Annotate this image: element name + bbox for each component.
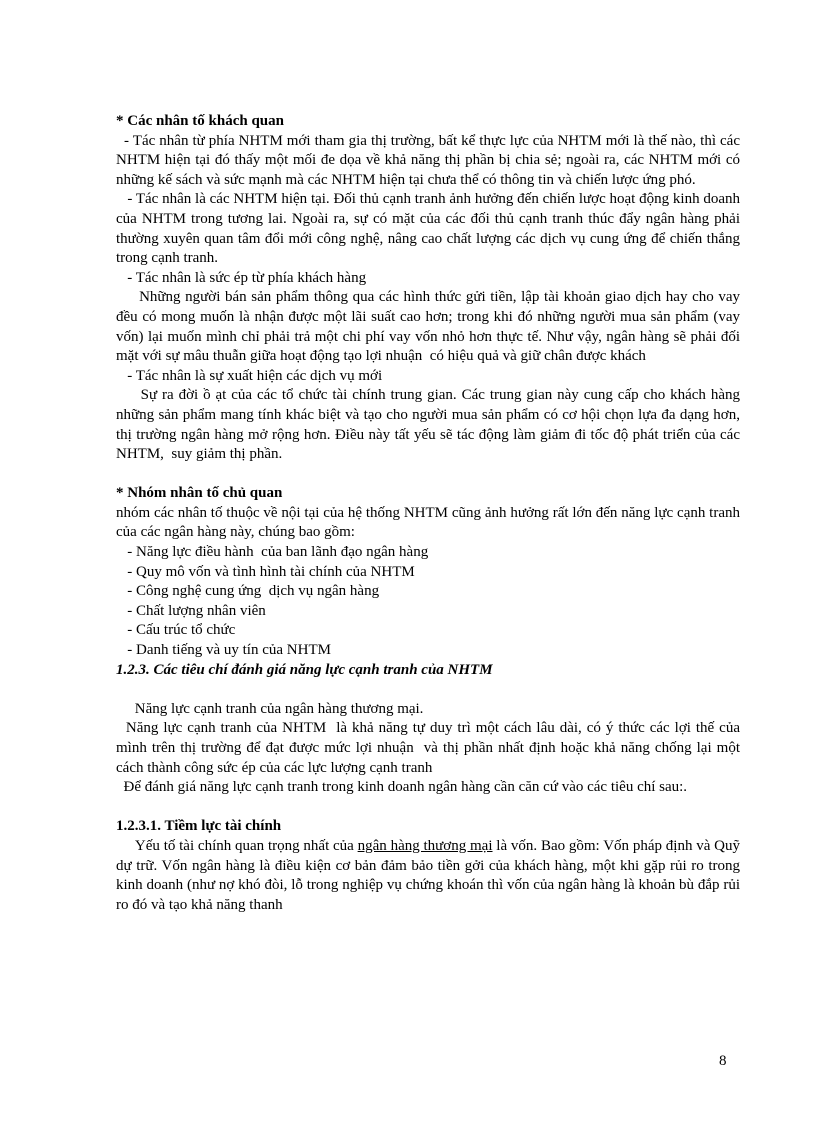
- list-item: - Chất lượng nhân viên: [116, 602, 266, 619]
- bank-link[interactable]: ngân hàng thương mại: [357, 837, 493, 854]
- paragraph: Những người bán sản phẩm thông qua các hình thức gửi tiền, lập tài khoản giao dịch hay cho vay đều có mong muốn là nhận được một lãi suất cao hơn; trong khi đó những người mua sản phẩm (vay vốn) lại muốn mình chỉ phải trả một chi phí vay vốn nhỏ hơn thực tế. Như vậy, ngân hàng sẽ phải đối mặt với sự mâu thuẫn giữa hoạt động tạo lợi nhuận có hiệu quả và giữ chân được khách: [116, 289, 744, 365]
- page-number: 8: [719, 1053, 727, 1069]
- list-item: - Quy mô vốn và tình hình tài chính của NHTM: [116, 563, 415, 580]
- paragraph: Sự ra đời ồ ạt của các tổ chức tài chính trung gian. Các trung gian này cung cấp cho khách hàng những sản phẩm mang tính khác biệt và tạo cho người mua sản phẩm có cơ hội chọn lựa đa dạng hơn, thị trường ngân hàng mở rộng hơn. Điều này tất yếu sẽ tác động làm giảm đi tốc độ phát triển của các NHTM, suy giảm thị phần.: [116, 387, 744, 463]
- text-run: Yếu tố tài chính quan trọng nhất của: [116, 837, 358, 854]
- subjective-heading: * Nhóm nhân tố chủ quan: [116, 485, 283, 502]
- paragraph: - Tác nhân là sức ép từ phía khách hàng: [116, 269, 367, 286]
- finance-heading: 1.2.3.1. Tiềm lực tài chính: [116, 818, 282, 835]
- list-item: - Cấu trúc tổ chức: [116, 622, 236, 639]
- paragraph: - Tác nhân là các NHTM hiện tại. Đối thủ cạnh tranh ảnh hưởng đến chiến lược hoạt động kinh doanh của NHTM trong tương lai. Ngoài ra, sự có mặt của các đối thủ cạnh tranh thúc đẩy ngân hàng phải thường xuyên quan tâm đổi mới công nghệ, nâng cao chất lượng các dịch vụ cung ứng để chiến thắng trong cạnh tranh.: [116, 191, 744, 267]
- paragraph: Để đánh giá năng lực cạnh tranh trong kinh doanh ngân hàng cần căn cứ vào các tiêu chí sau:.: [116, 779, 688, 796]
- document-page: [116, 112, 744, 915]
- paragraph: Năng lực cạnh tranh của NHTM là khả năng tự duy trì một cách lâu dài, có ý thức các lợi thế của mình trên thị trường để đạt được mức lợi nhuận và thị phần nhất định hoặc khả năng chống lại một cách thành công sức ép của các lực lượng cạnh tranh: [116, 720, 744, 776]
- objective-heading: * Các nhân tố khách quan: [116, 113, 284, 129]
- list-item: - Công nghệ cung ứng dịch vụ ngân hàng: [116, 583, 380, 600]
- list-item: - Năng lực điều hành của ban lãnh đạo ngân hàng: [116, 544, 429, 561]
- paragraph: - Tác nhân là sự xuất hiện các dịch vụ mới: [116, 367, 383, 384]
- paragraph: Năng lực cạnh tranh của ngân hàng thương mại.: [116, 700, 424, 717]
- text-run: là vốn. Bao gồm: Vốn pháp định và Quỹ dự trữ. Vốn ngân hàng là điều kiện cơ bản đảm bảo tiền gởi của khách hàng, một khi gặp rủi ro trong kinh doanh (như nợ khó đòi, lỗ trong nghiệp vụ chứng khoán thì vốn của ngân hàng là khoản bù đắp rủi ro đó và tạo khả năng thanh: [116, 837, 744, 913]
- spacer: [116, 798, 740, 818]
- spacer: [116, 680, 740, 700]
- list-item: - Danh tiếng và uy tín của NHTM: [116, 642, 331, 659]
- criteria-heading: 1.2.3. Các tiêu chí đánh giá năng lực cạnh tranh của NHTM: [116, 661, 493, 678]
- spacer: [116, 465, 740, 485]
- paragraph: - Tác nhân từ phía NHTM mới tham gia thị trường, bất kể thực lực của NHTM mới là thế nào, thì các NHTM hiện tại đó thấy một mối đe dọa về khả năng thị phần bị chia sẻ; ngoài ra, các NHTM mới có những kế sách và sức mạnh mà các NHTM hiện tại chưa thể có thông tin và chiến lược ứng phó.: [116, 132, 744, 188]
- paragraph: [116, 837, 744, 915]
- paragraph: nhóm các nhân tố thuộc về nội tại của hệ thống NHTM cũng ảnh hưởng rất lớn đến năng lực cạnh tranh của các ngân hàng này, chúng bao gồm:: [116, 504, 740, 541]
